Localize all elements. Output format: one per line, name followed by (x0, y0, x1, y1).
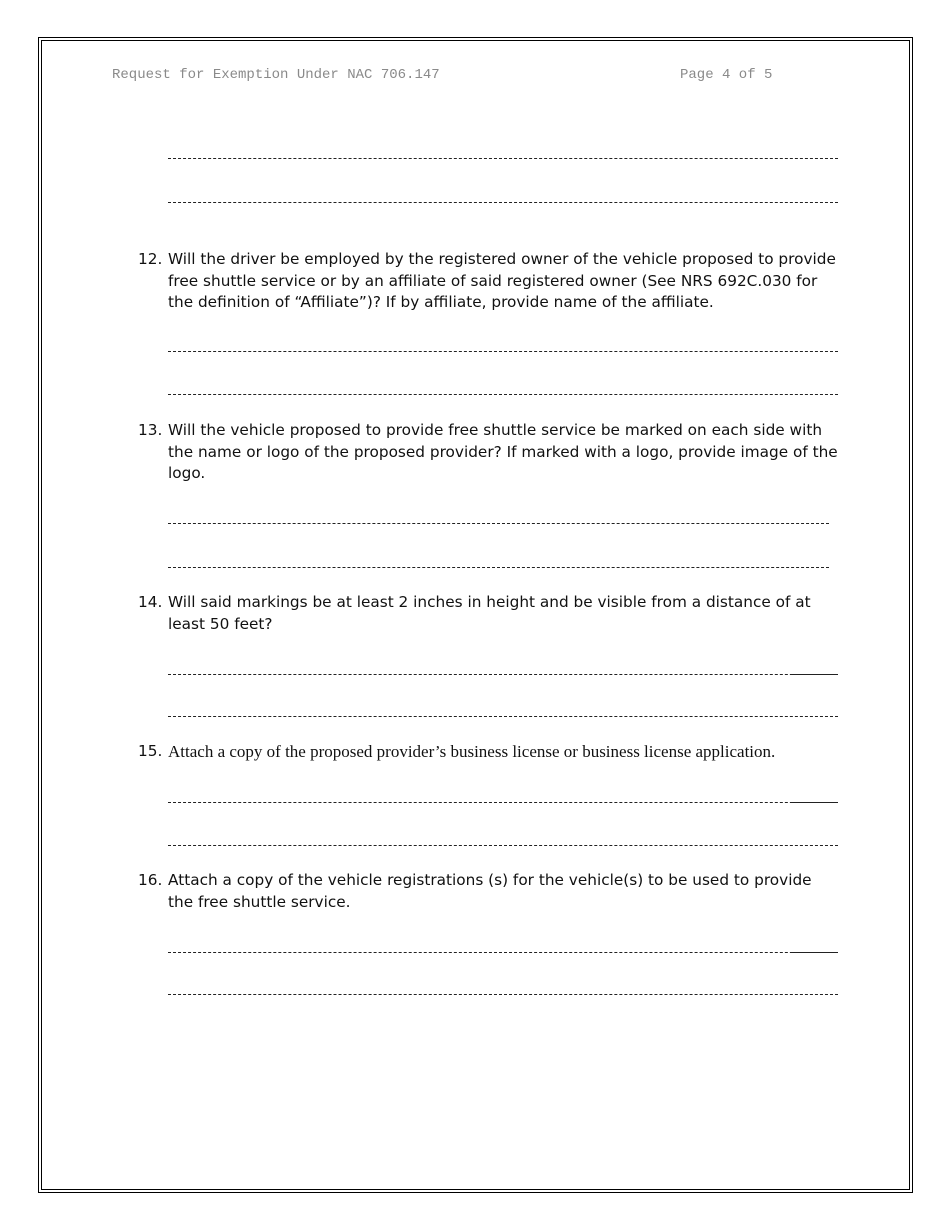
answer-line[interactable] (168, 802, 838, 803)
question-number: 15. (138, 742, 163, 760)
answer-line[interactable] (168, 952, 838, 953)
document-header-title: Request for Exemption Under NAC 706.147 (112, 67, 440, 83)
answer-line[interactable] (168, 845, 838, 846)
question-15 (138, 741, 838, 763)
page-number: Page 4 of 5 (680, 67, 773, 83)
question-text: Will the driver be employed by the registered owner of the vehicle proposed to provide free shuttle service or by an affiliate of said registered owner (See NRS 692C.030 for the definition of “Affiliate”)? If by affiliate, provide name of the affiliate. (168, 250, 836, 311)
answer-line[interactable] (168, 994, 838, 995)
question-text: Will the vehicle proposed to provide free shuttle service be marked on each side with the name or logo of the proposed provider? If marked with a logo, provide image of the logo. (168, 421, 838, 482)
answer-line[interactable] (168, 523, 829, 524)
answer-line[interactable] (168, 202, 838, 203)
question-text: Attach a copy of the proposed provider’s business license or business license application. (168, 742, 776, 761)
answer-line[interactable] (168, 394, 838, 395)
question-number: 14. (138, 593, 163, 611)
answer-line[interactable] (168, 716, 838, 717)
question-number: 16. (138, 871, 163, 889)
question-13 (138, 420, 838, 485)
question-number: 13. (138, 421, 163, 439)
question-text: Will said markings be at least 2 inches in height and be visible from a distance of at least 50 feet? (168, 593, 811, 633)
question-16 (138, 870, 838, 913)
question-text: Attach a copy of the vehicle registrations (s) for the vehicle(s) to be used to provide the free shuttle service. (168, 871, 812, 911)
question-14 (138, 592, 838, 635)
answer-line[interactable] (168, 567, 829, 568)
answer-line[interactable] (168, 351, 838, 352)
answer-line[interactable] (168, 158, 838, 159)
question-number: 12. (138, 250, 163, 268)
question-12 (138, 249, 838, 314)
answer-line[interactable] (168, 674, 838, 675)
